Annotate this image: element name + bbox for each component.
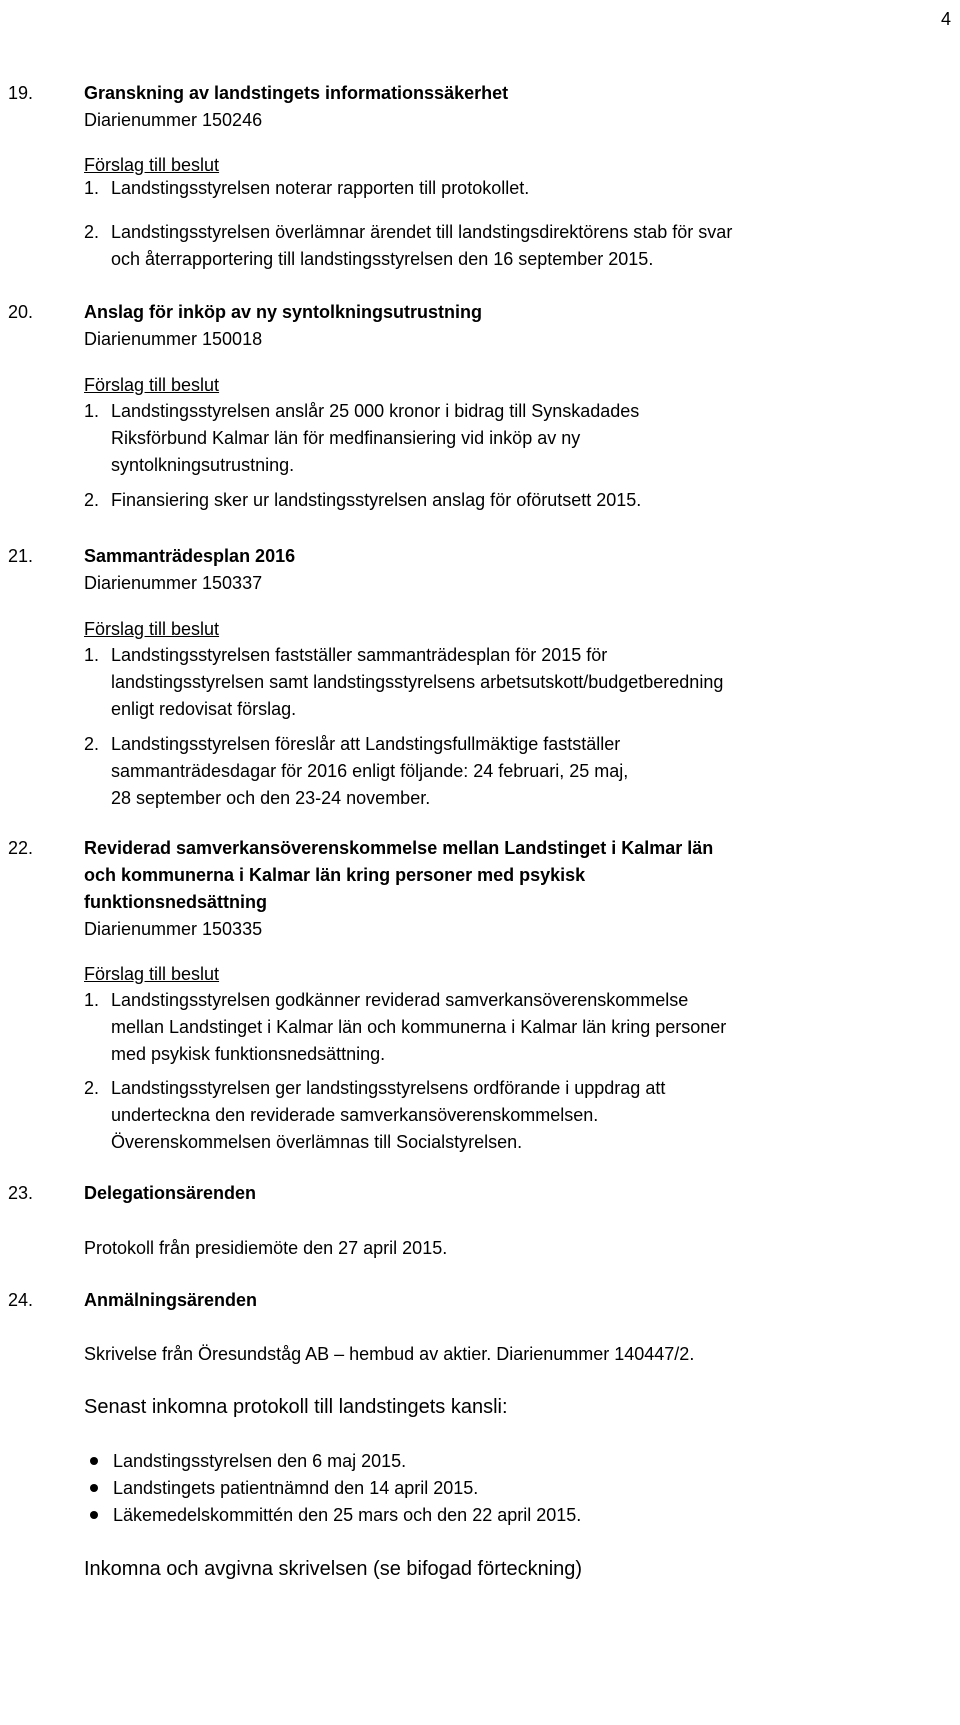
bullet-icon — [90, 1457, 98, 1465]
section-21-diarienummer: Diarienummer 150337 — [84, 573, 263, 593]
section-21-title: Sammanträdesplan 2016 — [84, 546, 296, 566]
bullet-icon — [90, 1511, 98, 1519]
section-22-title-line-2: och kommunerna i Kalmar län kring personer med psykisk — [84, 865, 586, 885]
section-20 — [84, 299, 482, 353]
section-20-number: 20. — [8, 302, 34, 322]
section-20-proposal-label: Förslag till beslut — [84, 375, 220, 395]
section-21-proposal-label: Förslag till beslut — [84, 619, 220, 639]
section-24-title: Anmälningsärenden — [84, 1290, 258, 1310]
section-22-proposal-label: Förslag till beslut — [84, 964, 220, 984]
section-24-number: 24. — [8, 1290, 34, 1310]
section-19-diarienummer: Diarienummer 150246 — [84, 110, 263, 130]
section-23-number: 23. — [8, 1183, 34, 1203]
section-23-text: Protokoll från presidiemöte den 27 april 2015. — [84, 1238, 448, 1258]
section-22-title-line-3: funktionsnedsättning — [84, 892, 267, 912]
section-22-title-line-1: Reviderad samverkansöverenskommelse mellan Landstinget i Kalmar län — [84, 838, 714, 858]
section-19 — [84, 80, 508, 134]
protocols-heading: Senast inkomna protokoll till landstingets kansli: — [84, 1396, 508, 1418]
section-21 — [84, 543, 295, 597]
section-20-title: Anslag för inköp av ny syntolkningsutrustning — [84, 302, 483, 322]
section-20-diarienummer: Diarienummer 150018 — [84, 329, 263, 349]
section-19-title: Granskning av landstingets informationssäkerhet — [84, 83, 509, 103]
page-number: 4 — [941, 9, 952, 29]
section-19-number: 19. — [8, 83, 34, 103]
footer-heading: Inkomna och avgivna skrivelsen (se bifogad förteckning) — [84, 1558, 583, 1580]
section-22-diarienummer: Diarienummer 150335 — [84, 919, 263, 939]
section-24-text: Skrivelse från Öresundståg AB – hembud av aktier. Diarienummer 140447/2. — [84, 1344, 695, 1364]
section-22-number: 22. — [8, 838, 34, 858]
bullet-icon — [90, 1484, 98, 1492]
section-22 — [84, 835, 713, 943]
section-19-proposal-label: Förslag till beslut — [84, 155, 220, 175]
section-23-title: Delegationsärenden — [84, 1183, 257, 1203]
section-21-number: 21. — [8, 546, 34, 566]
